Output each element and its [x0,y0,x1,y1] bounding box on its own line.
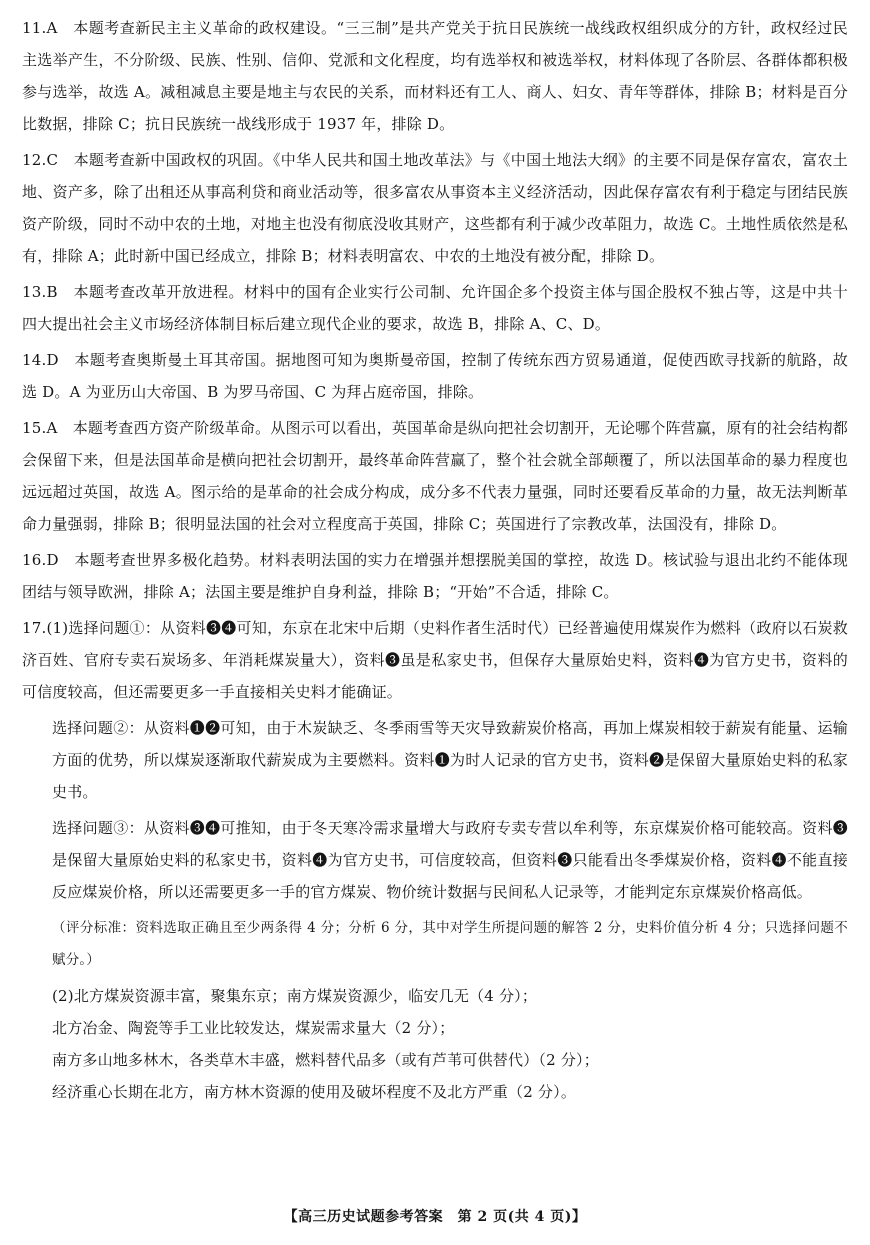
page-footer: 【高三历史试题参考答案 第 2 页(共 4 页)】 [283,1209,587,1225]
answer-q11: 11.A 本题考查新民主主义革命的政权建设。“三三制”是共产党关于抗日民族统一战线政权组织成分的方针，政权经过民主选举产生，不分阶级、民族、性别、信仰、党派和文化程度，均有选举权和被选举权，材料体现了各阶层、各群体都积极参与选举，故选 A。减租减息主要是地主与农民的关系，而材料还有工人、商人、妇女、青年等群体，排除 B；材料是百分比数据，排除 C；抗日民族统一战线形成于 1937 年，排除 D。 [22,19,848,133]
answer-q16: 16.D 本题考查世界多极化趋势。材料表明法国的实力在增强并想摆脱美国的掌控，故选 D。核试验与退出北约不能体现团结与领导欧洲，排除 A；法国主要是维护自身利益，排除 B；“开始”不合适，排除 C。 [22,551,848,601]
answer-q14: 14.D 本题考查奥斯曼土耳其帝国。据地图可知为奥斯曼帝国，控制了传统东西方贸易通道，促使西欧寻找新的航路，故选 D。A 为亚历山大帝国、B 为罗马帝国、C 为拜占庭帝国，排除。 [22,351,848,401]
answer-q17-part2-line2: 北方冶金、陶瓷等手工业比较发达，煤炭需求量大（2 分）； [52,1019,455,1037]
answer-q17-part1: 17.(1)选择问题①：从资料❸❹可知，东京在北宋中后期（史料作者生活时代）已经普遍使用煤炭作为燃料（政府以石炭救济百姓、官府专卖石炭场多、年消耗煤炭量大），资料❸虽是私家史书，但保存大量原始史料，资料❹为官方史书，资料的可信度较高，但还需要更多一手直接相关史料才能确证。 [22,619,848,701]
answer-q17-scoring-note: （评分标准：资料选取正确且至少两条得 4 分；分析 6 分，其中对学生所提问题的解答 2 分，史料价值分析 4 分；只选择问题不赋分。） [52,920,848,968]
answer-q17-part2-line1: (2)北方煤炭资源丰富，聚集东京；南方煤炭资源少，临安几无（4 分）； [52,987,538,1005]
answer-q15: 15.A 本题考查西方资产阶级革命。从图示可以看出，英国革命是纵向把社会切割开，无论哪个阵营赢，原有的社会结构都会保留下来，但是法国革命是横向把社会切割开，最终革命阵营赢了，整个社会就全部颠覆了，所以法国革命的暴力程度也远远超过英国，故选 A。图示给的是革命的社会成分构成，成分多不代表力量强，同时还要看反革命的力量，故无法判断革命力量强弱，排除 B；很明显法国的社会对立程度高于英国，排除 C；英国进行了宗教改革，法国没有，排除 D。 [22,419,848,533]
answer-q17-part2-line4: 经济重心长期在北方，南方林木资源的使用及破坏程度不及北方严重（2 分）。 [52,1083,577,1101]
answer-q17-part2-line3: 南方多山地多林木，各类草木丰盛，燃料替代品多（或有芦苇可供替代）（2 分）； [52,1051,599,1069]
answer-q13: 13.B 本题考查改革开放进程。材料中的国有企业实行公司制、允许国企多个投资主体与国企股权不独占等，这是中共十四大提出社会主义市场经济体制目标后建立现代企业的要求，故选 B，排除 A、C、D。 [22,283,848,333]
answer-q17-option3: 选择问题③：从资料❸❹可推知，由于冬天寒冷需求量增大与政府专卖专营以牟利等，东京煤炭价格可能较高。资料❸是保留大量原始史料的私家史书，资料❹为官方史书，可信度较高，但资料❸只能看出冬季煤炭价格，资料❹不能直接反应煤炭价格，所以还需要更多一手的官方煤炭、物价统计数据与民间私人记录等，才能判定东京煤炭价格高低。 [52,819,848,901]
answer-content [22,12,848,1108]
answer-q17-option2: 选择问题②：从资料❶❷可知，由于木炭缺乏、冬季雨雪等天灾导致薪炭价格高，再加上煤炭相较于薪炭有能量、运输方面的优势，所以煤炭逐渐取代薪炭成为主要燃料。资料❶为时人记录的官方史书，资料❷是保留大量原始史料的私家史书。 [52,719,848,801]
answer-q12: 12.C 本题考查新中国政权的巩固。《中华人民共和国土地改革法》与《中国土地法大纲》的主要不同是保存富农，富农土地、资产多，除了出租还从事高利贷和商业活动等，很多富农从事资本主义经济活动，因此保存富农有利于稳定与团结民族资产阶级，同时不动中农的土地，对地主也没有彻底没收其财产，这些都有利于减少改革阻力，故选 C。土地性质依然是私有，排除 A；此时新中国已经成立，排除 B；材料表明富农、中农的土地没有被分配，排除 D。 [22,151,848,265]
